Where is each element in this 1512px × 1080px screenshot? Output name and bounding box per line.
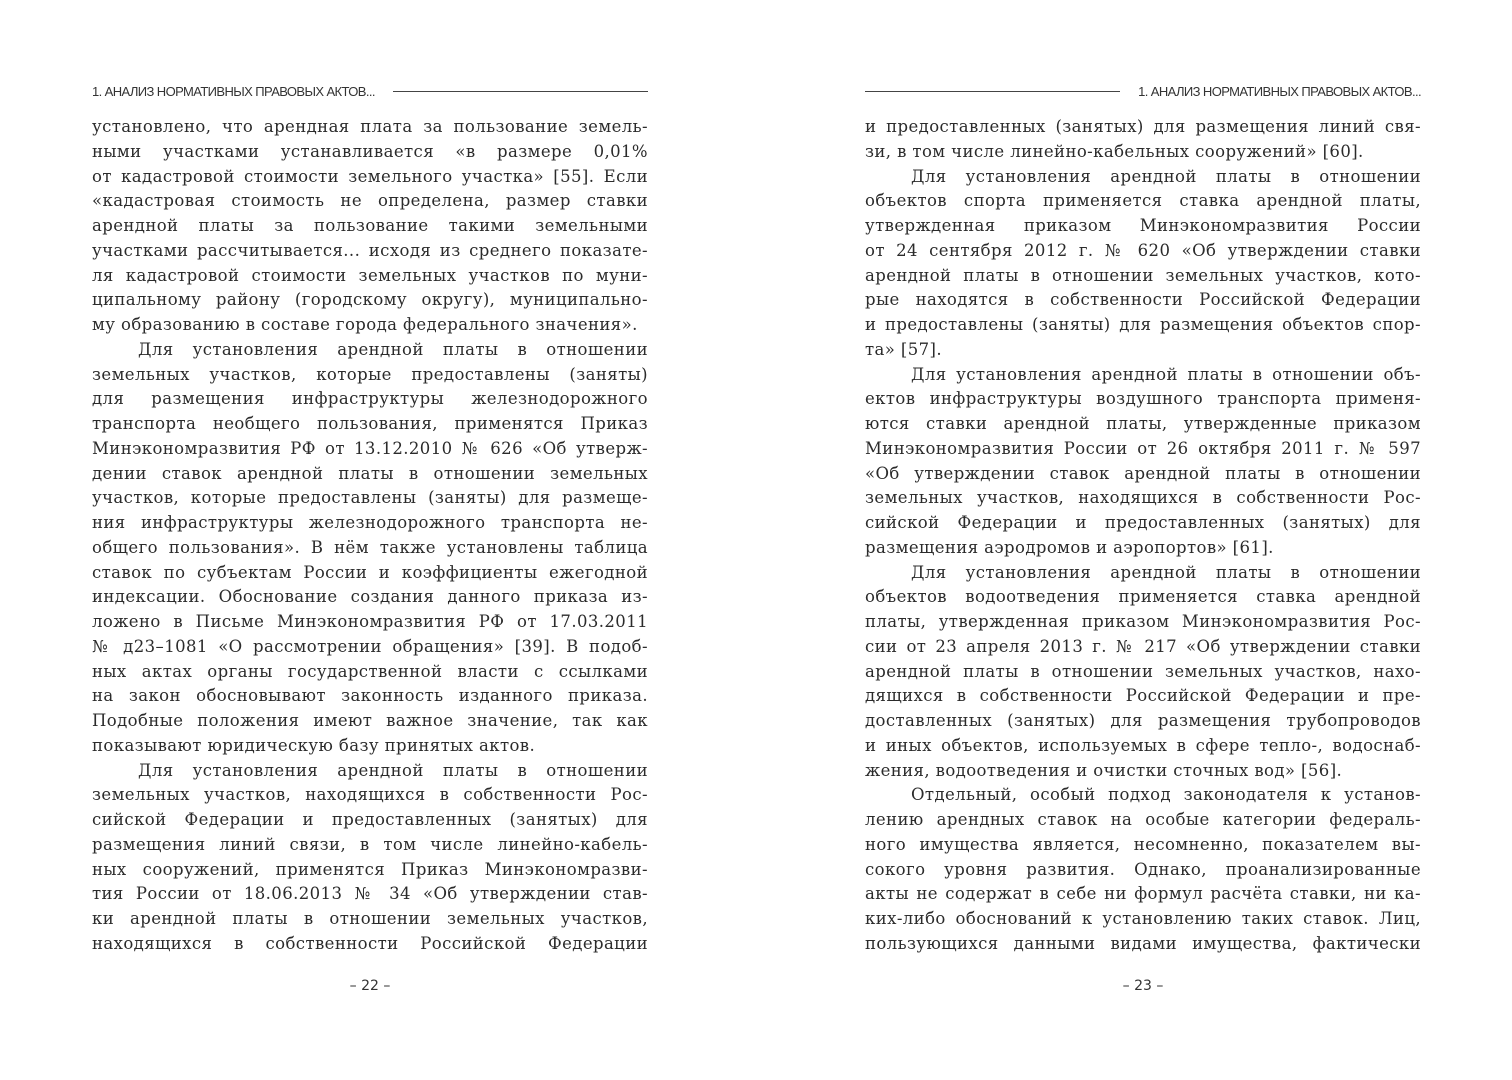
- running-head-title: 1. АНАЛИЗ НОРМАТИВНЫХ ПРАВОВЫХ АКТОВ...: [1138, 83, 1421, 99]
- text-line: на закон обосновывают законность изданного приказа.: [92, 686, 648, 706]
- text-line: Минэкономразвития России от 26 октября 2011 г. № 597: [865, 438, 1421, 458]
- text-line: акты не содержат в себе ни формул расчёта ставки, ни ка-: [865, 884, 1421, 904]
- page-left: [92, 0, 648, 1080]
- text-line: ципальному району (городскому округу), муниципально-: [92, 290, 648, 310]
- running-head-rule: [393, 91, 648, 92]
- paragraph: [92, 115, 648, 338]
- text-line: ных актах органы государственной власти с ссылками: [92, 661, 648, 681]
- page-body: [865, 115, 1421, 957]
- text-line: сии от 23 апреля 2013 г. № 217 «Об утверждении ставки: [865, 636, 1421, 656]
- paragraph: [865, 363, 1421, 561]
- text-line: Для установления арендной платы в отношении: [138, 760, 648, 780]
- text-line: му образованию в составе города федерального значения».: [92, 315, 638, 334]
- text-line: и иных объектов, используемых в сфере тепло-, водоснаб-: [865, 735, 1421, 755]
- text-line: и предоставленных (занятых) для размещения линий свя-: [865, 117, 1421, 136]
- running-head-rule: [865, 91, 1120, 92]
- text-line: утвержденная приказом Минэкономразвития России: [865, 216, 1421, 235]
- text-line: «кадастровая стоимость не определена, размер ставки: [92, 191, 648, 211]
- text-line: установлено, что арендная плата за пользование земель-: [92, 117, 648, 136]
- text-line: сийской Федерации и предоставленных (занятых) для: [865, 513, 1421, 532]
- text-line: Подобные положения имеют важное значение, так как: [92, 711, 648, 730]
- text-line: арендной платы за пользование такими земельными: [92, 216, 648, 235]
- text-line: объектов водоотведения применяется ставка арендной: [865, 587, 1421, 607]
- text-line: ких-либо обоснований к установлению таких ставок. Лиц,: [865, 909, 1421, 928]
- text-line: лению арендных ставок на особые категории федераль-: [865, 810, 1421, 829]
- text-line: от кадастровой стоимости земельного участка» [55]. Если: [92, 166, 648, 186]
- paragraph: [865, 165, 1421, 363]
- text-line: ными участками устанавливается «в размере 0,01%: [92, 141, 648, 161]
- text-line: зи, в том числе линейно-кабельных сооружений» [60].: [865, 141, 1364, 161]
- text-line: ного имущества является, несомненно, показателем вы-: [865, 834, 1421, 854]
- text-line: № д23–1081 «О рассмотрении обращения» [39]. В подоб-: [92, 636, 648, 656]
- text-line: та» [57].: [865, 339, 943, 359]
- text-line: ных сооружений, применятся Приказ Минэкономразви-: [92, 859, 648, 879]
- text-line: земельных участков, которые предоставлены (заняты): [92, 364, 648, 384]
- text-line: и предоставлены (заняты) для размещения объектов спор-: [865, 315, 1421, 334]
- text-line: арендной платы в отношении земельных участков, нахо-: [865, 661, 1421, 681]
- text-line: сийской Федерации и предоставленных (занятых) для: [92, 810, 648, 829]
- text-line: Минэкономразвития РФ от 13.12.2010 № 626 «Об утверж-: [92, 438, 648, 458]
- text-line: жения, водоотведения и очистки сточных вод» [56].: [865, 760, 1343, 780]
- paragraph: [865, 783, 1421, 956]
- page-right: [865, 0, 1421, 1080]
- text-line: Для установления арендной платы в отношении: [911, 166, 1421, 186]
- text-line: доставленных (занятых) для размещения трубопроводов: [865, 711, 1421, 730]
- text-line: объектов спорта применяется ставка арендной платы,: [865, 191, 1421, 211]
- text-line: пользующихся данными видами имущества, фактически: [865, 933, 1421, 953]
- text-line: Для установления арендной платы в отношении: [138, 339, 648, 359]
- paragraph: [92, 759, 648, 957]
- text-line: от 24 сентября 2012 г. № 620 «Об утверждении ставки: [865, 240, 1421, 260]
- running-head: [865, 81, 1421, 101]
- text-line: размещения линий связи, в том числе линейно-кабель-: [92, 834, 648, 854]
- text-line: Для установления арендной платы в отношении объ-: [911, 364, 1421, 384]
- text-line: ля кадастровой стоимости земельных участков по муни-: [92, 265, 648, 285]
- text-line: земельных участков, находящихся в собственности Рос-: [865, 488, 1421, 508]
- text-line: ставок по субъектам России и коэффициенты ежегодной: [92, 562, 648, 582]
- running-head: [92, 81, 648, 101]
- page-number: – 22 –: [349, 978, 391, 994]
- text-line: размещения аэродромов и аэропортов» [61].: [865, 537, 1274, 557]
- text-line: участками рассчитывается... исходя из среднего показате-: [92, 240, 648, 260]
- text-line: сокого уровня развития. Однако, проанализированные: [865, 859, 1421, 879]
- paragraph: [92, 338, 648, 759]
- paragraph: [865, 561, 1421, 784]
- page-body: [92, 115, 648, 957]
- text-line: для размещения инфраструктуры железнодорожного: [92, 389, 648, 409]
- text-line: находящихся в собственности Российской Федерации: [92, 933, 648, 953]
- text-line: арендной платы в отношении земельных участков, кото-: [865, 265, 1421, 285]
- running-head-title: 1. АНАЛИЗ НОРМАТИВНЫХ ПРАВОВЫХ АКТОВ...: [92, 83, 375, 99]
- text-line: ются ставки арендной платы, утвержденные приказом: [865, 414, 1421, 433]
- text-line: ложено в Письме Минэкономразвития РФ от 17.03.2011: [92, 612, 648, 631]
- text-line: Для установления арендной платы в отношении: [911, 562, 1421, 582]
- text-line: общего пользования». В нём также установлены таблица: [92, 537, 648, 557]
- text-line: ектов инфраструктуры воздушного транспорта применя-: [865, 389, 1421, 409]
- text-line: транспорта необщего пользования, применятся Приказ: [92, 414, 648, 433]
- text-line: земельных участков, находящихся в собственности Рос-: [92, 785, 648, 805]
- text-line: тия России от 18.06.2013 № 34 «Об утверждении став-: [92, 884, 648, 904]
- text-line: Отдельный, особый подход законодателя к установ-: [911, 785, 1421, 805]
- text-line: дении ставок арендной платы в отношении земельных: [92, 463, 648, 483]
- text-line: дящихся в собственности Российской Федерации и пре-: [865, 686, 1421, 706]
- text-line: платы, утвержденная приказом Минэкономразвития Рос-: [865, 612, 1421, 631]
- text-line: участков, которые предоставлены (заняты) для размеще-: [92, 488, 648, 508]
- text-line: ния инфраструктуры железнодорожного транспорта не-: [92, 513, 648, 532]
- text-line: ки арендной платы в отношении земельных участков,: [92, 909, 648, 928]
- page-number: – 23 –: [1122, 978, 1164, 994]
- paragraph: [865, 115, 1421, 165]
- text-line: показывают юридическую базу принятых актов.: [92, 735, 536, 755]
- text-line: рые находятся в собственности Российской Федерации: [865, 290, 1421, 310]
- text-line: «Об утверждении ставок арендной платы в отношении: [865, 463, 1421, 483]
- text-line: индексации. Обоснование создания данного приказа из-: [92, 587, 648, 607]
